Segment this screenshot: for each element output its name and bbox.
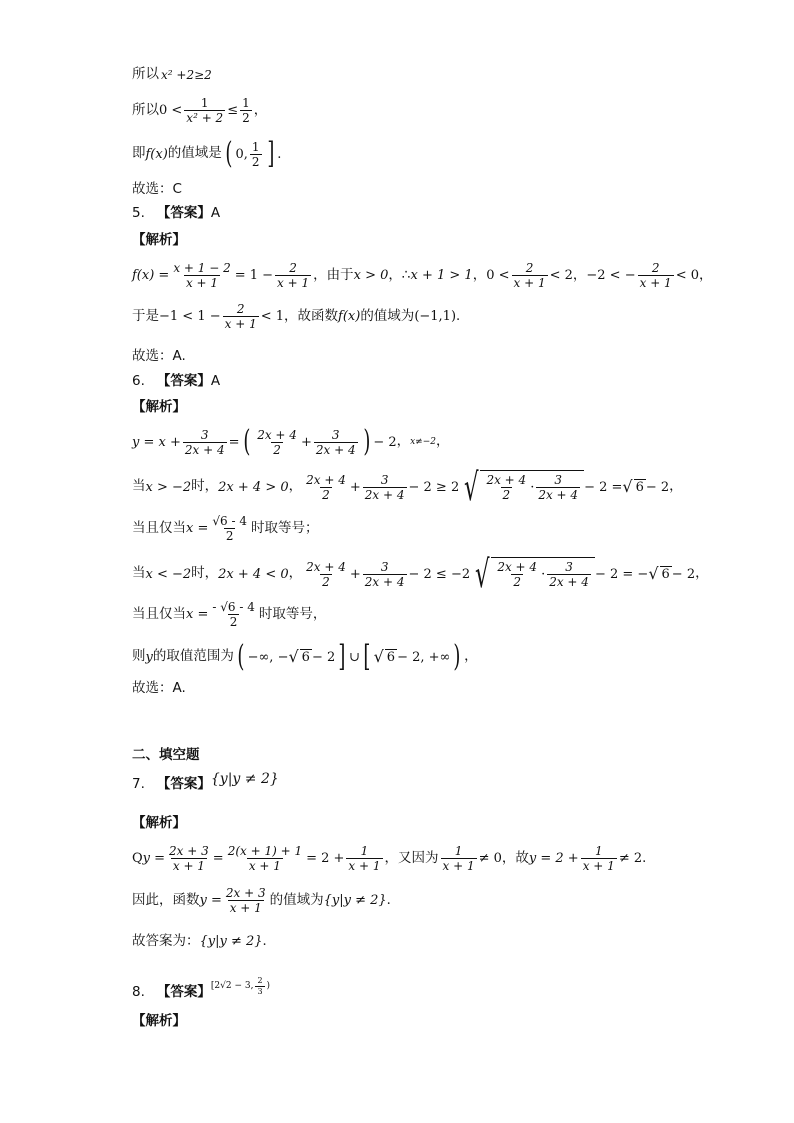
fraction bbox=[314, 429, 358, 456]
denominator: x + 1 bbox=[224, 317, 257, 331]
math: y = bbox=[199, 893, 222, 908]
fraction bbox=[167, 845, 211, 872]
denominator: 3 bbox=[257, 987, 263, 996]
text: 所以 bbox=[132, 101, 159, 118]
math: = bbox=[212, 851, 224, 866]
text: 即 bbox=[132, 145, 146, 162]
numerator: 2 bbox=[257, 976, 263, 985]
line-13 bbox=[132, 465, 683, 509]
fraction bbox=[171, 262, 232, 289]
text: 当 bbox=[132, 478, 146, 495]
denominator: x + 1 bbox=[248, 859, 281, 873]
math: y = bbox=[142, 851, 166, 866]
text: 故选：C bbox=[132, 181, 182, 197]
fraction bbox=[184, 97, 225, 124]
numerator: 2x + 4 bbox=[306, 472, 346, 487]
analysis-label bbox=[132, 817, 186, 831]
fraction bbox=[495, 561, 539, 588]
denominator: 2 bbox=[273, 442, 281, 457]
math: 2x + 4 > 0 bbox=[218, 479, 289, 495]
text: ，故 bbox=[501, 849, 529, 866]
numerator: 2 bbox=[289, 261, 297, 275]
question-number: 5. bbox=[132, 205, 145, 221]
line-12 bbox=[132, 424, 450, 459]
text: ， bbox=[288, 565, 303, 582]
text: 的值域为 bbox=[360, 307, 415, 324]
math: f(x) = bbox=[132, 268, 170, 283]
bracket: ( bbox=[225, 136, 233, 171]
denominator: x + 1 bbox=[513, 276, 546, 290]
math: −∞, − bbox=[247, 649, 289, 665]
denominator: 2 bbox=[513, 575, 522, 590]
line-17 bbox=[132, 639, 478, 674]
fraction bbox=[255, 977, 264, 996]
math: ) bbox=[266, 981, 271, 991]
text: 则 bbox=[132, 648, 146, 665]
math: 2x + 4 < 0 bbox=[218, 566, 289, 582]
math: x > −2 bbox=[145, 479, 192, 495]
math: − 2, +∞ bbox=[397, 649, 451, 665]
denominator: 2x + 4 bbox=[364, 574, 405, 589]
text: 当且仅当 bbox=[132, 519, 186, 536]
denominator: 2x + 4 bbox=[549, 575, 589, 590]
text: 时取等号； bbox=[250, 519, 319, 536]
math: x < −2 bbox=[145, 566, 192, 582]
numerator: 1 bbox=[242, 96, 250, 110]
fraction bbox=[255, 429, 299, 456]
text: ，∴ bbox=[388, 266, 411, 283]
question-6-answer bbox=[132, 375, 220, 389]
numerator: 2x + 4 bbox=[306, 559, 346, 574]
math: [2√2 − 3, bbox=[210, 981, 254, 991]
math: y bbox=[145, 649, 153, 665]
numerator: 2x + 3 bbox=[225, 886, 266, 900]
fraction bbox=[304, 474, 348, 501]
analysis-label bbox=[132, 401, 186, 415]
line-4 bbox=[132, 183, 182, 197]
text: 【解析】 bbox=[132, 232, 186, 248]
line-7 bbox=[132, 262, 713, 289]
fraction bbox=[536, 474, 580, 501]
math: f(x) bbox=[338, 309, 361, 324]
numerator: 1 bbox=[251, 139, 260, 154]
math: − 2 = − bbox=[594, 566, 649, 582]
text: 时， bbox=[191, 565, 219, 582]
text: 时取等号， bbox=[258, 605, 327, 622]
text: ， bbox=[695, 565, 709, 582]
line-1 bbox=[132, 68, 212, 82]
text: ，由于 bbox=[313, 266, 354, 283]
fraction bbox=[441, 845, 477, 872]
denominator: 2x + 4 bbox=[184, 442, 225, 457]
math: + bbox=[349, 479, 361, 495]
denominator: x² + 2 bbox=[186, 111, 224, 125]
question-8-answer bbox=[132, 976, 271, 1002]
square-root: √ 6 bbox=[622, 477, 644, 497]
line-2 bbox=[132, 97, 267, 124]
numerator: 3 bbox=[380, 472, 389, 487]
math: 0, bbox=[235, 146, 248, 162]
fraction bbox=[250, 141, 262, 168]
bracket-open: [ bbox=[363, 639, 371, 674]
math: x + 1 > 1 bbox=[410, 268, 473, 283]
math: ≠ 2 bbox=[618, 851, 643, 866]
question-5-answer bbox=[132, 207, 220, 221]
denominator: x + 1 bbox=[442, 859, 475, 873]
numerator: 2 bbox=[525, 261, 534, 275]
math: −2 < − bbox=[586, 268, 636, 283]
text: ， bbox=[572, 266, 587, 283]
text: 的值域是 bbox=[167, 145, 222, 162]
fraction bbox=[581, 845, 617, 872]
text: 故答案为： bbox=[132, 933, 200, 949]
math: y = x + bbox=[132, 434, 181, 450]
line-14 bbox=[132, 515, 318, 542]
denominator: x + 1 bbox=[582, 859, 615, 873]
math: x > 0 bbox=[353, 268, 389, 283]
answer-set: {y|y ≠ 2} bbox=[210, 771, 279, 787]
square-root: √ 6 bbox=[648, 564, 670, 584]
math: Q bbox=[132, 851, 143, 866]
text: ， bbox=[699, 266, 713, 283]
line-3 bbox=[132, 136, 282, 171]
fraction bbox=[484, 474, 528, 501]
denominator: 2x + 4 bbox=[315, 442, 356, 457]
text: 的取值范围为 bbox=[152, 648, 234, 665]
math: − 2 bbox=[311, 649, 336, 665]
line-22 bbox=[132, 887, 391, 914]
math: x = bbox=[186, 521, 209, 536]
math: < 2 bbox=[549, 268, 573, 283]
fraction bbox=[226, 845, 304, 872]
numerator: 1 bbox=[200, 96, 209, 110]
question-7-answer bbox=[132, 771, 279, 793]
numerator: 3 bbox=[331, 427, 340, 442]
numerator: 2x + 3 bbox=[169, 844, 209, 858]
math: − 2 bbox=[671, 566, 696, 582]
fraction bbox=[183, 429, 227, 456]
text: 二、填空题 bbox=[132, 747, 200, 763]
line-23 bbox=[132, 935, 267, 949]
math: − 2 bbox=[373, 434, 397, 450]
denominator: 2 bbox=[322, 574, 330, 589]
fraction bbox=[275, 262, 311, 289]
fraction bbox=[363, 561, 407, 588]
denominator: x + 1 bbox=[229, 901, 262, 915]
radicand: 6 bbox=[301, 650, 310, 665]
answer-letter: A bbox=[210, 205, 221, 221]
math: {y|y ≠ 2} bbox=[199, 934, 263, 950]
denominator: 2 bbox=[251, 154, 260, 169]
bracket-close: ] bbox=[338, 639, 346, 674]
math: x = bbox=[186, 607, 209, 622]
math: = bbox=[228, 434, 240, 450]
math: − 2 bbox=[645, 479, 670, 495]
line-21 bbox=[132, 845, 646, 872]
math: < 0 bbox=[675, 268, 699, 283]
fraction bbox=[210, 515, 249, 542]
text: 【解析】 bbox=[132, 1013, 186, 1029]
text: . bbox=[262, 934, 267, 950]
numerator: 1 bbox=[454, 844, 463, 858]
numerator: x + 1 − 2 bbox=[173, 261, 231, 275]
text: ， bbox=[288, 478, 303, 495]
paren-close: ) bbox=[453, 639, 461, 674]
math: ≤ bbox=[227, 103, 239, 118]
math: x² +2≥2 bbox=[161, 67, 212, 82]
numerator: 2(x + 1) + 1 bbox=[227, 844, 303, 858]
question-number: 6. bbox=[132, 373, 145, 389]
text: 所以 bbox=[132, 66, 159, 82]
denominator: 2 bbox=[225, 529, 234, 543]
numerator: 2 bbox=[236, 302, 245, 316]
denominator: x + 1 bbox=[172, 859, 205, 873]
fraction bbox=[363, 474, 407, 501]
math: − 2 ≤ −2 bbox=[408, 566, 471, 582]
text: ， bbox=[396, 433, 411, 450]
answer-interval bbox=[211, 977, 270, 996]
math: ∪ bbox=[348, 649, 360, 665]
fraction bbox=[223, 303, 259, 330]
text: ， bbox=[472, 266, 487, 283]
denominator: 2 bbox=[502, 488, 511, 503]
text: 的值域为 bbox=[269, 891, 324, 908]
math: = 2 + bbox=[306, 851, 345, 866]
numerator: 3 bbox=[554, 473, 563, 488]
text: 时， bbox=[191, 478, 219, 495]
line-16 bbox=[132, 601, 326, 628]
radicand: 6 bbox=[661, 567, 670, 583]
fraction bbox=[224, 887, 268, 914]
answer-letter: A bbox=[210, 373, 221, 389]
bracket: ] bbox=[266, 136, 274, 171]
text: ， bbox=[436, 433, 450, 450]
line-9 bbox=[132, 350, 186, 364]
text: ，故函数 bbox=[284, 307, 339, 324]
text: 当且仅当 bbox=[132, 605, 186, 622]
denominator: 2x + 4 bbox=[538, 488, 579, 503]
numerator: 1 bbox=[360, 844, 369, 858]
numerator: 3 bbox=[565, 560, 573, 575]
fraction bbox=[304, 561, 348, 588]
math: ≠ 0 bbox=[478, 851, 502, 866]
fraction bbox=[210, 601, 256, 628]
math: − 2 ≥ 2 bbox=[408, 479, 460, 495]
math: −1 < 1 − bbox=[159, 309, 221, 324]
fraction bbox=[638, 262, 674, 289]
math: {y|y ≠ 2} bbox=[323, 893, 387, 908]
text: ，又因为 bbox=[384, 849, 439, 866]
square-root: √ $\frac{2x + 4}{2}$ · $\frac{3}{2x + 4}$ bbox=[459, 470, 584, 504]
paren-open: ( bbox=[237, 639, 245, 674]
denominator: x + 1 bbox=[185, 276, 219, 290]
text: 当 bbox=[132, 565, 146, 582]
square-root: √ 6 bbox=[288, 647, 310, 666]
denominator: x + 1 bbox=[639, 276, 672, 290]
text: ， bbox=[464, 648, 478, 665]
math: = 1 − bbox=[234, 268, 274, 283]
text: . bbox=[386, 893, 391, 908]
math: · bbox=[541, 567, 546, 583]
math: < 1 bbox=[260, 309, 285, 324]
text: 故选：A. bbox=[132, 348, 186, 364]
section-heading bbox=[132, 749, 200, 763]
fraction bbox=[240, 97, 252, 124]
math: y = 2 + bbox=[528, 851, 579, 866]
text: ， bbox=[669, 478, 683, 495]
paren-close: ) bbox=[362, 424, 370, 459]
text: 故选：A. bbox=[132, 680, 186, 696]
math-small: x≠−2 bbox=[410, 436, 436, 447]
numerator: 2 bbox=[651, 261, 660, 275]
text: 因此，函数 bbox=[132, 891, 200, 908]
question-number: 7. bbox=[132, 776, 145, 793]
denominator: x + 1 bbox=[348, 859, 381, 873]
text: . bbox=[456, 309, 461, 324]
answer-label: 【答案】 bbox=[156, 205, 211, 221]
math: 0 < bbox=[159, 103, 183, 118]
numerator: 1 bbox=[594, 844, 603, 858]
square-root: √ 6 bbox=[373, 647, 396, 666]
analysis-label bbox=[132, 234, 186, 248]
fraction bbox=[512, 262, 548, 289]
numerator: 2x + 4 bbox=[257, 427, 297, 442]
numerator: 2x + 4 bbox=[497, 560, 538, 575]
text: . bbox=[642, 851, 647, 866]
square-root: √ $\frac{2x + 4}{2}$ · $\frac{3}{2x + 4}$ bbox=[470, 557, 595, 591]
line-18 bbox=[132, 682, 186, 696]
answer-label: 【答案】 bbox=[156, 983, 211, 1000]
math: · bbox=[530, 480, 535, 496]
text: 于是 bbox=[132, 307, 159, 324]
text: . bbox=[277, 146, 282, 162]
math: f(x) bbox=[145, 146, 168, 162]
paren-open: ( bbox=[242, 424, 250, 459]
numerator: 2x + 4 bbox=[486, 473, 527, 488]
analysis-label bbox=[132, 1015, 186, 1029]
math: (−1,1) bbox=[414, 309, 457, 324]
numerator: √6 - 4 bbox=[212, 514, 247, 528]
math: + bbox=[349, 566, 361, 582]
radicand: 6 bbox=[386, 650, 396, 665]
fraction bbox=[346, 845, 382, 872]
denominator: 2x + 4 bbox=[364, 487, 405, 502]
text: 【解析】 bbox=[132, 399, 186, 415]
numerator: 3 bbox=[200, 427, 209, 442]
denominator: 2 bbox=[229, 615, 238, 629]
denominator: 2 bbox=[322, 487, 330, 502]
math: + bbox=[300, 434, 312, 450]
numerator: 3 bbox=[380, 559, 389, 574]
radicand: 6 bbox=[635, 480, 644, 496]
answer-label: 【答案】 bbox=[156, 373, 211, 389]
text: 【解析】 bbox=[132, 815, 186, 831]
answer-label: 【答案】 bbox=[156, 776, 211, 793]
denominator: x + 1 bbox=[277, 276, 310, 290]
denominator: 2 bbox=[242, 111, 250, 125]
line-8 bbox=[132, 303, 460, 330]
math: 0 < bbox=[486, 268, 510, 283]
line-15 bbox=[132, 552, 709, 596]
numerator: - √6 - 4 bbox=[212, 600, 255, 614]
question-number: 8. bbox=[132, 983, 145, 1000]
math: − 2 = bbox=[584, 479, 623, 495]
fraction bbox=[547, 561, 591, 588]
text: ， bbox=[253, 101, 268, 118]
